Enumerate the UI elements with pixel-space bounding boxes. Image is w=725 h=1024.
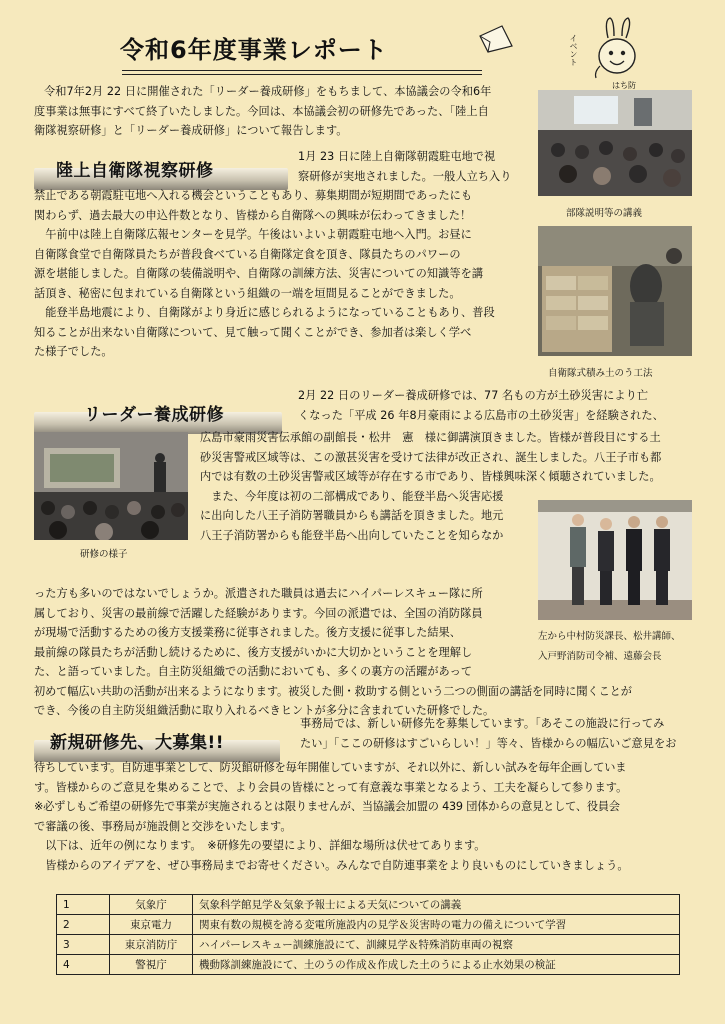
table-row (57, 935, 680, 955)
section3-line: す。皆様からのご意見を集めることで、より会員の皆様にとって有意義な事業となるよう、工夫を凝らして参ります。 (34, 780, 628, 794)
sandbag-photo (538, 226, 692, 356)
section2-line: 初めて幅広い共助の活動が出来るようになります。被災した側・救助する側という二つの側面の講話を同時に聞くことが (34, 684, 632, 698)
seminar-photo-caption: 研修の様子 (80, 549, 128, 560)
table-row (57, 955, 680, 975)
section1-line: 自衛隊食堂で自衛隊員たちが普段食べている自衛隊定食を頂き、隊員たちのパワーの (34, 247, 461, 261)
intro-text (34, 82, 529, 141)
section3-line: たい」「ここの研修はすごいらしい！」等々、皆様からの幅広いご意見をお (300, 736, 677, 750)
section3-line: で審議の後、事務局が施設側と交渉をいたします。 (34, 819, 292, 833)
example-desc: 関東有数の規模を誇る変電所施設内の見学＆災害時の電力の備えについて学習 (193, 915, 680, 935)
example-no: 2 (57, 915, 110, 935)
example-org: 警視庁 (110, 955, 193, 975)
section2-right-text (298, 386, 664, 425)
intro-line: 度事業は無事にすべて終了いたしました。今回は、本協議会初の研修先であった、「陸上自 (34, 104, 489, 118)
section2-line: くなった「平成 26 年8月豪雨による広島市の土砂災害」を経験された、 (298, 408, 664, 422)
page-title: 令和6年度事業レポート (120, 36, 388, 64)
section1-right-text (298, 147, 512, 186)
section1-heading: 陸上自衛隊視察研修 (56, 161, 214, 181)
example-desc: ハイパーレスキュー訓練施設にて、訓練見学＆特殊消防車両の視察 (193, 935, 680, 955)
table-row (57, 915, 680, 935)
seminar-photo-image (34, 432, 188, 540)
seminar-photo (34, 432, 188, 540)
section2-line: でき、今後の自主防災組織活動に取り入れるべきヒントが多分に含まれていた研修でした。 (34, 704, 495, 717)
section2-line: た、と語っていました。自主防災組織での活動においても、多くの裏方の活躍があって (34, 665, 473, 678)
section3-line: 待ちしています。自防連事業として、防災館研修を毎年開催していますが、それ以外に、新しい試みを毎年企画していま (34, 761, 627, 774)
section3-line: ※必ずしもご希望の研修先で事業が実施されるとは限りませんが、当協議会加盟の 439 団体からの意見として、役員会 (34, 800, 620, 813)
paper-icon (476, 22, 516, 56)
section2-line: 内では有数の土砂災害警戒区域等が存在する市であり、皆様興味深く傾聴されていました。 (200, 470, 661, 483)
example-no: 4 (57, 955, 110, 975)
section1-line: 午前中は陸上自衛隊広報センターを見学。午後はいよいよ朝霞駐屯地へ入門。お昼に (34, 228, 472, 241)
section2-line: 2月 22 日のリーダー養成研修では、77 名もの方が土砂災害により亡 (298, 389, 649, 402)
group-photo-caption-2: 入戸野消防司令補、遠藤会長 (538, 651, 662, 662)
section2-heading: リーダー養成研修 (84, 405, 224, 425)
sandbag-photo-caption: 自衛隊式積み土のう工法 (548, 368, 653, 379)
section3-text (34, 758, 629, 875)
section3-line: 以下は、近年の例になります。 ※研修先の要望により、詳細な場所は伏せてあります。 (34, 839, 486, 852)
example-no: 1 (57, 895, 110, 915)
section1-line: 察研修が実地されました。一般人立ち入り (298, 169, 512, 183)
section3-line: 事務局では、新しい研修先を募集しています。「あそこの施設に行ってみ (300, 717, 665, 730)
section3-right-text (300, 714, 676, 753)
intro-line: 令和7年2月 22 日に開催された「リーダー養成研修」をもちまして、本協議会の令和6年 (44, 85, 492, 98)
group-photo-caption-1: 左から中村防災課長、松井講師、 (538, 631, 681, 642)
example-no: 3 (57, 935, 110, 955)
section2-line: に出向した八王子消防署職員からも講話を頂きました。地元 (200, 509, 504, 522)
section1-line: 能登半島地震により、自衛隊がより身近に感じられるようになっていることもあり、普段 (34, 306, 495, 319)
lecture-photo (538, 90, 692, 196)
intro-line: 衛隊視察研修」と「リーダー養成研修」について報告します。 (34, 124, 348, 137)
example-org: 東京消防庁 (110, 935, 193, 955)
mascot-label: イベント (569, 34, 578, 66)
example-desc: 気象科学館見学＆気象予報士による天気についての講義 (193, 895, 680, 915)
lecture-photo-caption: 部隊説明等の講義 (566, 208, 643, 219)
section2-line: が現場で活動するための後方支援業務に従事されました。後方支援に従事した結果、 (34, 626, 462, 639)
section3-heading: 新規研修先、大募集!! (50, 733, 225, 753)
section2-line: 属しており、災害の最前線で活躍した経験があります。今回の派遣では、全国の消防隊員 (34, 606, 483, 620)
section2-line: 最前線の隊員たちが活動し続けるために、後方支援がいかに大切かということを理解し (34, 645, 473, 659)
example-org: 東京電力 (110, 915, 193, 935)
examples-table (56, 894, 680, 975)
section2-line: 砂災害警戒区域等は、この激甚災害を受けて法律が改正され、誕生しました。八王子市も都 (200, 450, 662, 464)
section2-line: 広島市豪雨災害伝承館の副館長・松井 憲 様に御講演頂きました。皆様が普段目にする土 (200, 431, 661, 444)
section2-line: 八王子消防署からも能登半島へ出向していたことを知らなか (200, 528, 504, 542)
title-underline-2 (122, 74, 482, 75)
example-desc: 機動隊訓練施設にて、土のうの作成＆作成した土のうによる止水効果の検証 (193, 955, 680, 975)
mascot-sublabel: はち防 (612, 81, 636, 90)
section2-line: また、今年度は初の二部構成であり、能登半島へ災害応援 (200, 489, 504, 503)
mascot-icon (588, 16, 646, 86)
sandbag-photo-image (538, 226, 692, 356)
section1-line: た様子でした。 (34, 345, 113, 358)
table-row (57, 895, 680, 915)
section3-line: 皆様からのアイデアを、ぜひ事務局までお寄せください。みんなで自防連事業をより良いものにしていきましょう。 (34, 858, 629, 872)
section1-text (34, 186, 495, 362)
section2-line: った方も多いのではないでしょうか。派遣された職員は過去にハイパーレスキュー隊に所 (34, 587, 483, 600)
section1-line: 1月 23 日に陸上自衛隊朝霞駐屯地で視 (298, 150, 496, 163)
section1-line: 源を堪能しました。自衛隊の装備説明や、自衛隊の訓練方法、災害についての知識等を講 (34, 267, 484, 280)
example-org: 気象庁 (110, 895, 193, 915)
section1-line: 禁止である朝霞駐屯地へ入れる機会ということもあり、募集期間が短期間であったにも (34, 189, 473, 202)
section1-line: 関わらず、過去最大の申込件数となり、皆様から自衛隊への興味が伝わってきました！ (34, 208, 472, 222)
group-photo-image (538, 500, 692, 620)
section1-line: 知ることが出来ない自衛隊について、見て触って聞くことができ、参加者は楽しく学べ (34, 325, 472, 339)
title-underline (122, 70, 482, 71)
lecture-photo-image (538, 90, 692, 196)
section1-line: 話頂き、秘密に包まれている自衛隊という組織の一端を垣間見ることができました。 (34, 286, 461, 300)
group-photo (538, 500, 692, 620)
